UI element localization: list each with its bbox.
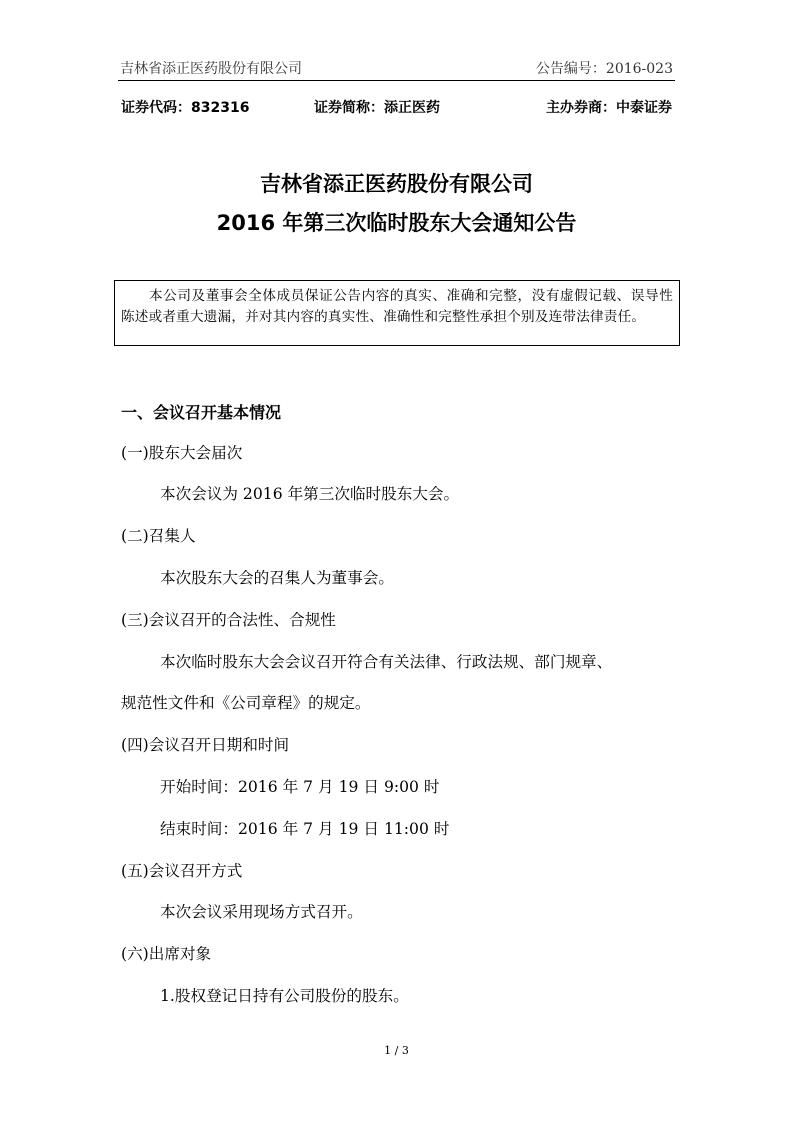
page-header [118,56,675,81]
page-number: 1 / 3 [384,1044,409,1057]
document-title-company: 吉林省添正医药股份有限公司 [260,172,533,196]
section-heading: 一、会议召开基本情况 [121,403,282,422]
paragraph: 本次股东大会的召集人为董事会。 [160,569,394,587]
paragraph-continuation: 规范性文件和《公司章程》的规定。 [121,694,371,712]
header-announcement-number: 公告编号：2016-023 [535,61,673,77]
paragraph: 本次临时股东大会会议召开符合有关法律、行政法规、部门规章、 [160,653,613,671]
subsection-label: (四)会议召开日期和时间 [121,736,290,754]
paragraph: 本次会议采用现场方式召开。 [160,903,363,921]
paragraph: 1.股权登记日持有公司股份的股东。 [160,987,409,1005]
meeting-end-time: 结束时间：2016 年 7 月 19 日 11:00 时 [160,820,450,838]
securities-code: 证券代码：832316 [121,100,250,116]
disclaimer-box: 本公司及董事会全体成员保证公告内容的真实、准确和完整，没有虚假记载、误导性陈述或者重大遗漏，并对其内容的真实性、准确性和完整性承担个别及连带法律责任。 [114,280,680,346]
subsection-label: (三)会议召开的合法性、合规性 [121,611,336,629]
subsection-label: (五)会议召开方式 [121,862,243,880]
header-company-name: 吉林省添正医药股份有限公司 [120,61,302,77]
subsection-label: (一)股东大会届次 [121,444,243,462]
paragraph: 本次会议为 2016 年第三次临时股东大会。 [160,485,460,503]
securities-short-name: 证券简称：添正医药 [314,100,440,116]
document-title-announcement: 2016 年第三次临时股东大会通知公告 [216,211,577,235]
meeting-start-time: 开始时间：2016 年 7 月 19 日 9:00 时 [160,778,440,796]
securities-broker: 主办券商：中泰证券 [546,100,672,116]
securities-info [121,97,672,119]
subsection-label: (二)召集人 [121,527,196,545]
subsection-label: (六)出席对象 [121,945,212,963]
